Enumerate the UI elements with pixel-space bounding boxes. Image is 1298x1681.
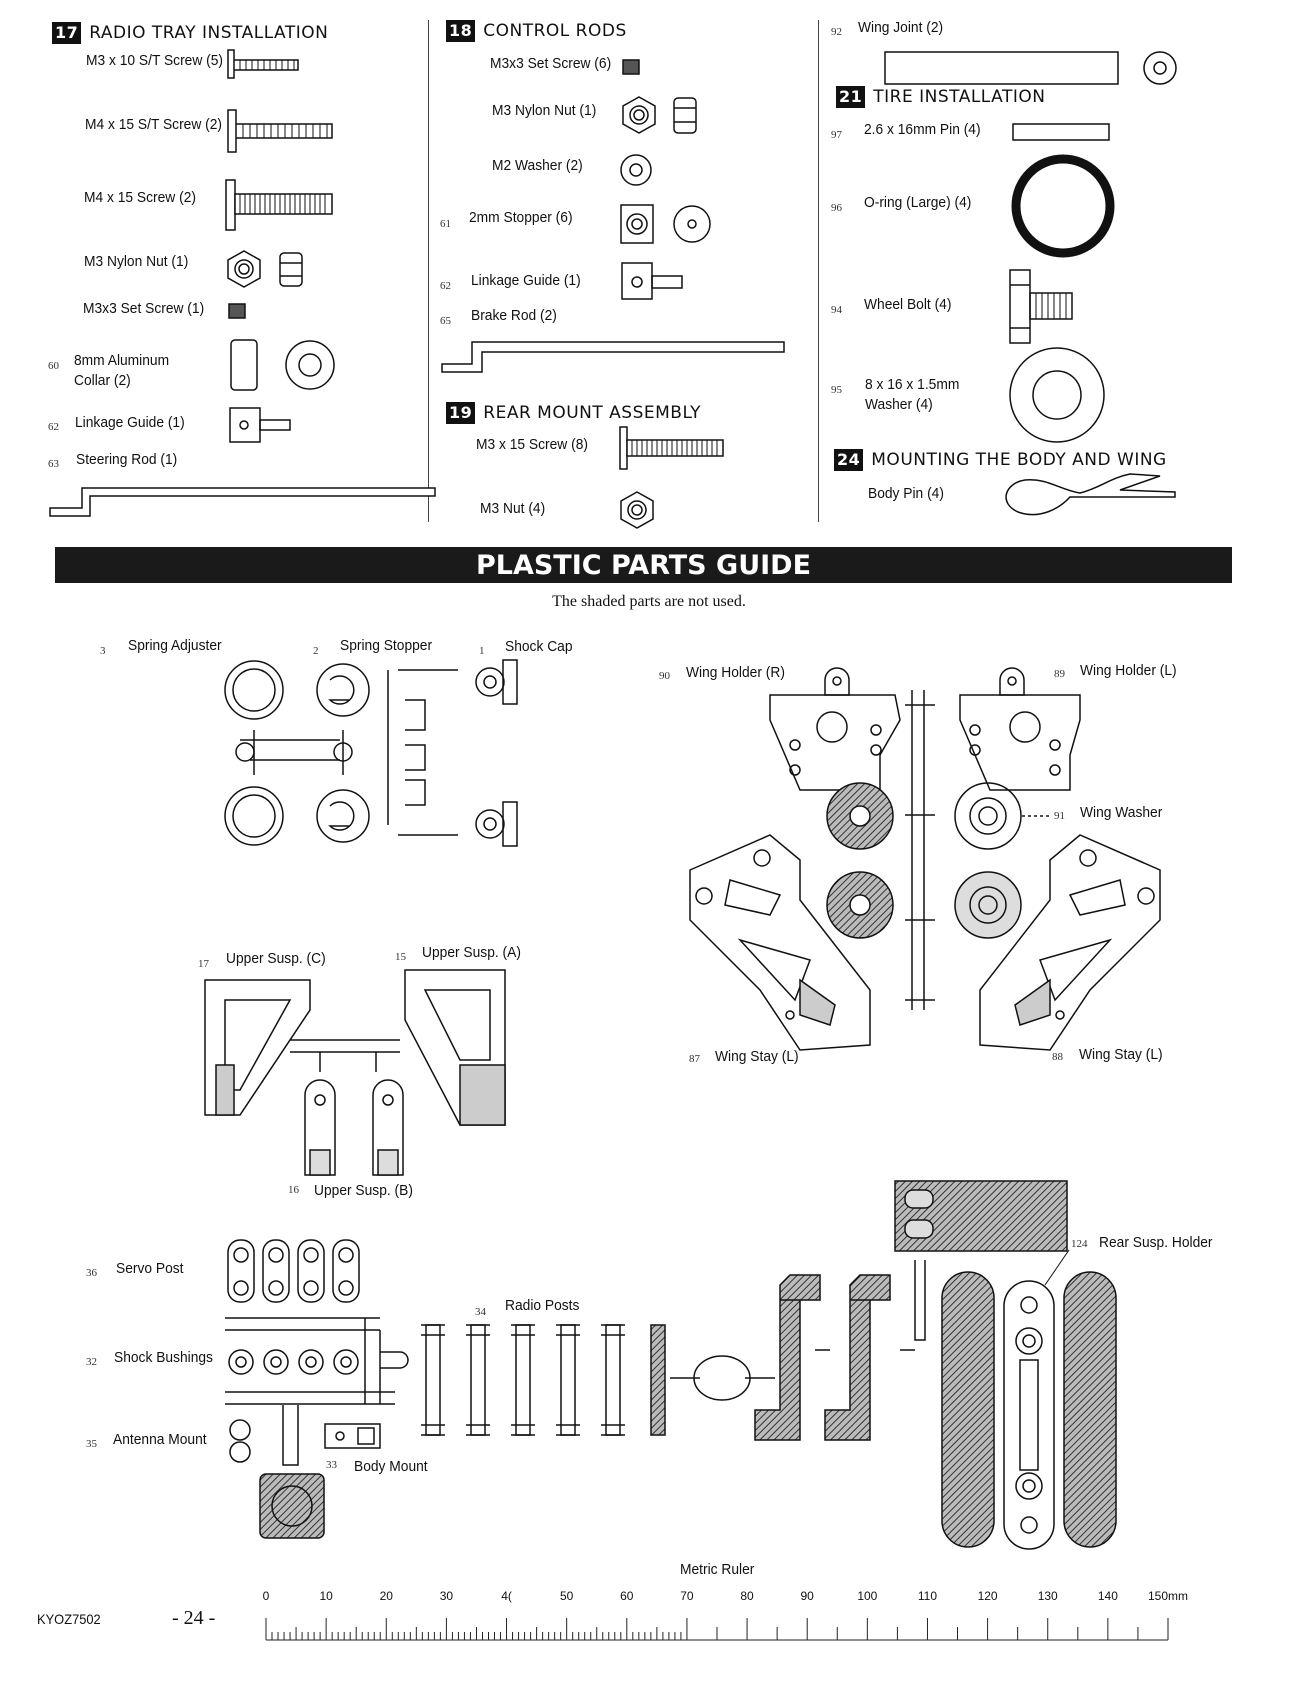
- part-label: Linkage Guide (1): [75, 414, 185, 431]
- part-number: 3: [100, 645, 106, 657]
- part-label: Antenna Mount: [113, 1431, 207, 1448]
- part-label: 8mm Aluminum: [74, 352, 170, 369]
- ruler-tick-label: 70: [680, 1589, 694, 1603]
- section-number: 24: [834, 449, 863, 471]
- part-label: Upper Susp. (C): [226, 950, 326, 967]
- part-label: M3x3 Set Screw (6): [490, 55, 612, 72]
- ruler-tick-label: 110: [917, 1589, 938, 1603]
- part-label: 2.6 x 16mm Pin (4): [864, 121, 981, 138]
- part-label: Shock Cap: [505, 638, 573, 655]
- part-number: 65: [440, 315, 451, 327]
- ruler-tick-label: 80: [740, 1589, 754, 1603]
- part-label: M3x3 Set Screw (1): [83, 300, 205, 317]
- ruler-tick-label: 140: [1097, 1589, 1118, 1603]
- section-title: TIRE INSTALLATION: [873, 87, 1046, 107]
- part-number: 36: [86, 1267, 97, 1279]
- part-label: M4 x 15 S/T Screw (2): [85, 116, 223, 133]
- part-number: 89: [1054, 668, 1065, 680]
- part-number: 91: [1054, 810, 1065, 822]
- ruler-tick-label: 120: [977, 1589, 998, 1603]
- part-number: 92: [831, 26, 842, 38]
- ruler-tick-label: 50: [559, 1589, 574, 1603]
- part-label: Steering Rod (1): [76, 451, 178, 468]
- ruler-tick-label: 4(: [501, 1589, 512, 1603]
- part-number: 124: [1071, 1238, 1088, 1250]
- section-title: REAR MOUNT ASSEMBLY: [483, 403, 702, 423]
- section-number: 21: [836, 86, 865, 108]
- part-number: 88: [1052, 1051, 1063, 1063]
- section-number: 19: [446, 402, 475, 424]
- part-number: 1: [479, 645, 485, 657]
- part-number: 61: [440, 218, 451, 230]
- part-label: Radio Posts: [505, 1297, 580, 1314]
- part-label: Rear Susp. Holder: [1099, 1234, 1213, 1251]
- part-number: 90: [659, 670, 670, 682]
- product-code: KYOZ7502: [37, 1611, 101, 1627]
- ruler-title: Metric Ruler: [680, 1561, 755, 1578]
- part-number: 2: [313, 645, 319, 657]
- part-label: Wheel Bolt (4): [864, 296, 952, 313]
- part-label: Spring Stopper: [340, 637, 433, 654]
- part-label: M2 Washer (2): [492, 157, 583, 174]
- part-number: 34: [475, 1306, 486, 1318]
- part-label: M3 Nut (4): [480, 500, 546, 517]
- part-number: 62: [48, 421, 59, 433]
- section-title: RADIO TRAY INSTALLATION: [89, 23, 329, 43]
- part-label: Collar (2): [74, 372, 131, 389]
- ruler-tick-label: 130: [1037, 1589, 1058, 1603]
- part-label: M3 x 15 Screw (8): [476, 436, 588, 453]
- part-label: Upper Susp. (B): [314, 1182, 413, 1199]
- part-number: 16: [288, 1184, 299, 1196]
- part-number: 32: [86, 1356, 97, 1368]
- ruler-tick-label: 90: [800, 1589, 814, 1603]
- part-label: Spring Adjuster: [128, 637, 222, 654]
- plastic-parts-banner: PLASTIC PARTS GUIDE: [55, 547, 1232, 583]
- section-number: 18: [446, 20, 475, 42]
- ruler-tick-label: 20: [379, 1589, 393, 1603]
- part-label: M3 Nylon Nut (1): [492, 102, 597, 119]
- page-number: - 24 -: [172, 1607, 216, 1629]
- part-label: Wing Stay (L): [1079, 1046, 1163, 1063]
- part-number: 94: [831, 304, 842, 316]
- part-label: M3 Nylon Nut (1): [84, 253, 189, 270]
- section-number: 17: [52, 22, 81, 44]
- ruler-tick-label: 10: [319, 1589, 333, 1603]
- part-number: 62: [440, 280, 451, 292]
- ruler-tick-label: 150mm: [1147, 1589, 1189, 1603]
- shaded-parts-note: The shaded parts are not used.: [552, 593, 746, 610]
- section-title: CONTROL RODS: [483, 21, 627, 41]
- part-number: 33: [326, 1459, 337, 1471]
- part-number: 63: [48, 458, 59, 470]
- part-label: Wing Washer: [1080, 804, 1163, 821]
- part-label: Wing Joint (2): [858, 19, 944, 36]
- part-label: M3 x 10 S/T Screw (5): [86, 52, 224, 69]
- part-label: M4 x 15 Screw (2): [84, 189, 196, 206]
- part-number: 15: [395, 951, 406, 963]
- part-label: Wing Stay (L): [715, 1048, 799, 1065]
- part-number: 97: [831, 129, 842, 141]
- part-label: 8 x 16 x 1.5mm: [865, 376, 960, 393]
- part-label: Wing Holder (L): [1080, 662, 1177, 679]
- part-label: Body Pin (4): [868, 485, 944, 502]
- part-label: Servo Post: [116, 1260, 184, 1277]
- part-label: Wing Holder (R): [686, 664, 785, 681]
- ruler-tick-label: 60: [620, 1589, 634, 1603]
- part-label: Washer (4): [865, 396, 933, 413]
- part-label: Linkage Guide (1): [471, 272, 581, 289]
- part-label: Shock Bushings: [114, 1349, 213, 1366]
- part-label: 2mm Stopper (6): [469, 209, 573, 226]
- part-label: O-ring (Large) (4): [864, 194, 972, 211]
- part-number: 87: [689, 1053, 700, 1065]
- part-label: Brake Rod (2): [471, 307, 557, 324]
- part-number: 95: [831, 384, 842, 396]
- ruler-tick-label: 0: [262, 1589, 270, 1603]
- ruler-tick-label: 30: [439, 1589, 454, 1603]
- part-label: Body Mount: [354, 1458, 428, 1475]
- section-title: MOUNTING THE BODY AND WING: [871, 450, 1167, 470]
- part-number: 96: [831, 202, 842, 214]
- part-number: 35: [86, 1438, 97, 1450]
- ruler-tick-label: 100: [857, 1589, 878, 1603]
- part-number: 60: [48, 360, 59, 372]
- part-label: Upper Susp. (A): [422, 944, 521, 961]
- part-number: 17: [198, 958, 209, 970]
